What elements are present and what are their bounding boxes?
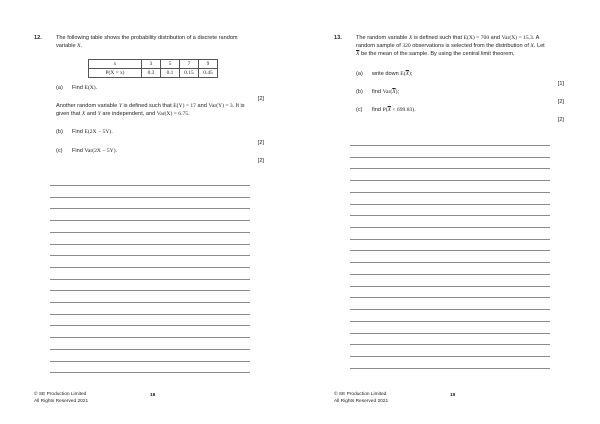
table-cell: 0.3 — [142, 69, 161, 78]
question-intro-line-2: variable X. — [56, 43, 83, 49]
question-line-3: $\overline{X}$ be the mean of the sample. By using the central limit theorem, — [356, 51, 515, 57]
answer-line — [50, 302, 250, 303]
table-cell: 5 — [161, 60, 180, 69]
part-a-label: (a) — [356, 71, 363, 77]
answer-line — [50, 232, 250, 233]
part-a-marks: [2] — [257, 96, 264, 102]
footer-copyright: © SE Production Limited — [34, 392, 87, 397]
answer-line — [350, 204, 550, 205]
part-c-label: (c) — [56, 148, 63, 154]
answer-line — [50, 325, 250, 326]
answer-line — [50, 314, 250, 315]
part-b-label: (b) — [56, 129, 63, 135]
exam-page-right — [300, 0, 600, 424]
part-c-marks: [2] — [557, 117, 564, 123]
answer-line — [50, 197, 250, 198]
answer-line — [350, 321, 550, 322]
answer-line — [350, 239, 550, 240]
footer-rights: All Rights Reserved 2021 — [334, 399, 389, 404]
part-b-text: Find E(2X − 5Y). — [72, 129, 113, 135]
question-number: 12. — [34, 35, 42, 41]
part-a-marks: [1] — [557, 81, 564, 87]
part-c-label: (c) — [356, 107, 363, 113]
footer-rights: All Rights Reserved 2021 — [34, 399, 89, 404]
question-line-1: The random variable X is defined such that E(X) = 700 and Var(X) = 15.3. A — [356, 35, 540, 41]
answer-line — [50, 208, 250, 209]
answer-line — [50, 267, 250, 268]
answer-line — [50, 372, 250, 373]
question-line-2: random sample of 320 observations is selected from the distribution of X. Let — [356, 43, 545, 49]
part-b-marks: [2] — [557, 99, 564, 105]
answer-line — [350, 168, 550, 169]
answer-line — [350, 262, 550, 263]
answer-line — [350, 309, 550, 310]
table-cell: 0.15 — [180, 69, 199, 78]
part-b-label: (b) — [356, 89, 363, 95]
answer-line — [350, 157, 550, 158]
table-cell: 0.1 — [161, 69, 180, 78]
paragraph-line-1: Another random variable Y is defined such that E(Y) = 17 and Var(Y) = 3. It is — [56, 103, 245, 109]
page-number: 19 — [450, 393, 456, 398]
table-header-probability: P(X = x) — [89, 69, 142, 78]
answer-line — [350, 250, 550, 251]
part-c-text: Find Var(2X − 5Y). — [72, 148, 118, 154]
part-c-text: find $P(\overline{X} < 699.83)$. — [372, 107, 416, 113]
probability-distribution-table — [88, 59, 218, 78]
answer-line — [50, 255, 250, 256]
answer-line — [350, 286, 550, 287]
table-header-x: x — [89, 60, 142, 69]
answer-line — [350, 333, 550, 334]
table-cell: 0.45 — [199, 69, 218, 78]
table-cell: 7 — [180, 60, 199, 69]
question-intro-line-1: The following table shows the probability distribution of a discrete random — [56, 35, 238, 41]
answer-line — [50, 361, 250, 362]
answer-line — [350, 297, 550, 298]
part-c-marks: [2] — [257, 158, 264, 164]
answer-line — [50, 185, 250, 186]
answer-line — [350, 356, 550, 357]
part-b-marks: [2] — [257, 140, 264, 146]
page-number: 18 — [150, 393, 156, 398]
answer-line — [350, 274, 550, 275]
part-a-text: write down $E(\overline{X})$; — [372, 71, 413, 77]
answer-line — [350, 180, 550, 181]
answer-line — [50, 290, 250, 291]
question-number: 13. — [334, 35, 342, 41]
table-cell: 9 — [199, 60, 218, 69]
part-b-text: find $Var(\overline{X})$; — [372, 89, 400, 95]
answer-line — [50, 244, 250, 245]
answer-line — [350, 344, 550, 345]
answer-line — [350, 368, 550, 369]
answer-line — [350, 215, 550, 216]
table-row — [89, 60, 218, 69]
answer-line — [350, 227, 550, 228]
paragraph-line-2: given that X and Y are independent, and Var(X) = 6.75. — [56, 111, 190, 117]
answer-line — [50, 220, 250, 221]
table-row — [89, 69, 218, 78]
part-a-label: (a) — [56, 85, 63, 91]
answer-line — [50, 349, 250, 350]
table-cell: 3 — [142, 60, 161, 69]
answer-line — [50, 279, 250, 280]
answer-line — [50, 337, 250, 338]
footer-copyright: © SE Production Limited — [334, 392, 387, 397]
answer-line — [350, 192, 550, 193]
part-a-text: Find E(X). — [72, 85, 98, 91]
answer-line — [350, 145, 550, 146]
